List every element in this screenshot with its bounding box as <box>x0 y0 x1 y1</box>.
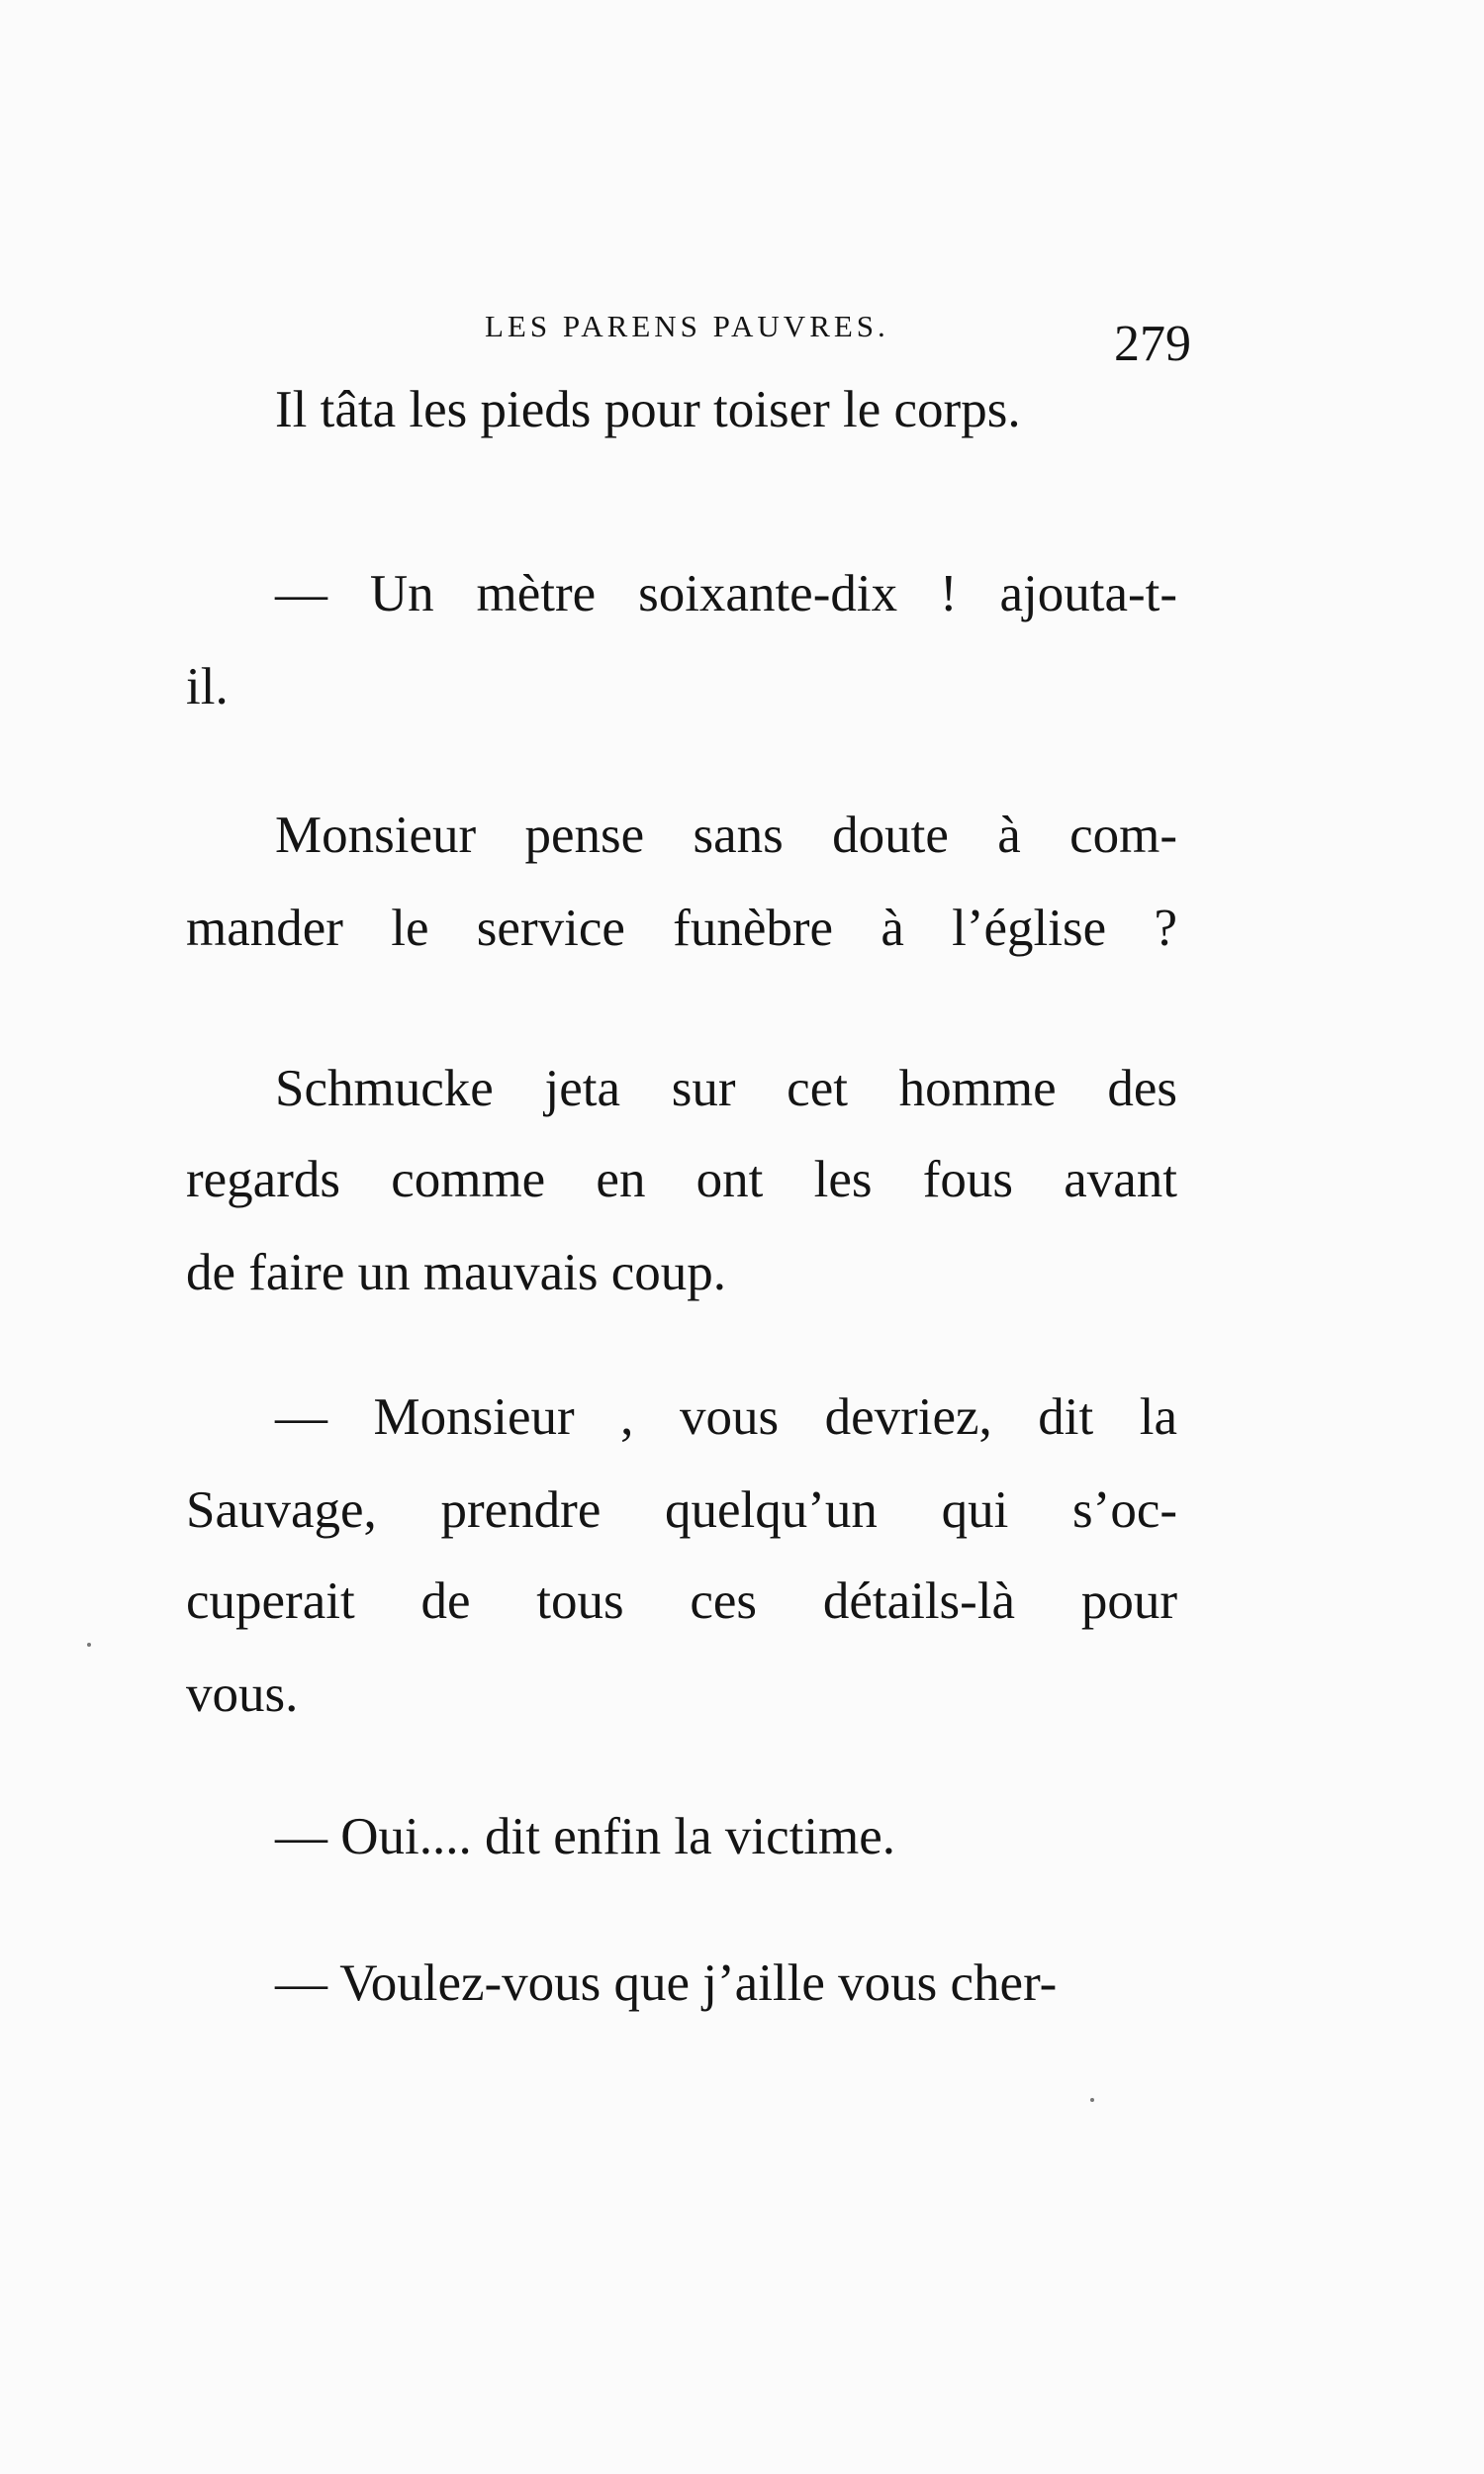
text-line-4: Monsieur pense sans doute à com- <box>275 807 1177 864</box>
text-line-2: — Un mètre soixante-dix ! ajouta-t- <box>275 565 1177 622</box>
paper-speck <box>87 1643 91 1647</box>
page-number: 279 <box>1114 316 1191 372</box>
text-line-3: il. <box>186 658 229 715</box>
text-line-10: Sauvage, prendre quelqu’un qui s’oc- <box>186 1481 1177 1539</box>
text-line-13: — Oui.... dit enfin la victime. <box>275 1808 896 1865</box>
text-line-11: cuperait de tous ces détails-là pour <box>186 1572 1177 1630</box>
running-title: LES PARENS PAUVRES. <box>485 309 889 343</box>
text-line-9: — Monsieur , vous devriez, dit la <box>275 1388 1177 1446</box>
text-line-8: de faire un mauvais coup. <box>186 1244 726 1301</box>
text-line-5: mander le service funèbre à l’église ? <box>186 900 1177 957</box>
text-line-14: — Voulez-vous que j’aille vous cher- <box>275 1954 1058 2012</box>
text-line-6: Schmucke jeta sur cet homme des <box>275 1060 1177 1117</box>
text-line-7: regards comme en ont les fous avant <box>186 1151 1177 1208</box>
text-line-1: Il tâta les pieds pour toiser le corps. <box>275 381 1021 438</box>
paper-speck <box>1090 2098 1094 2102</box>
text-line-12: vous. <box>186 1665 299 1723</box>
